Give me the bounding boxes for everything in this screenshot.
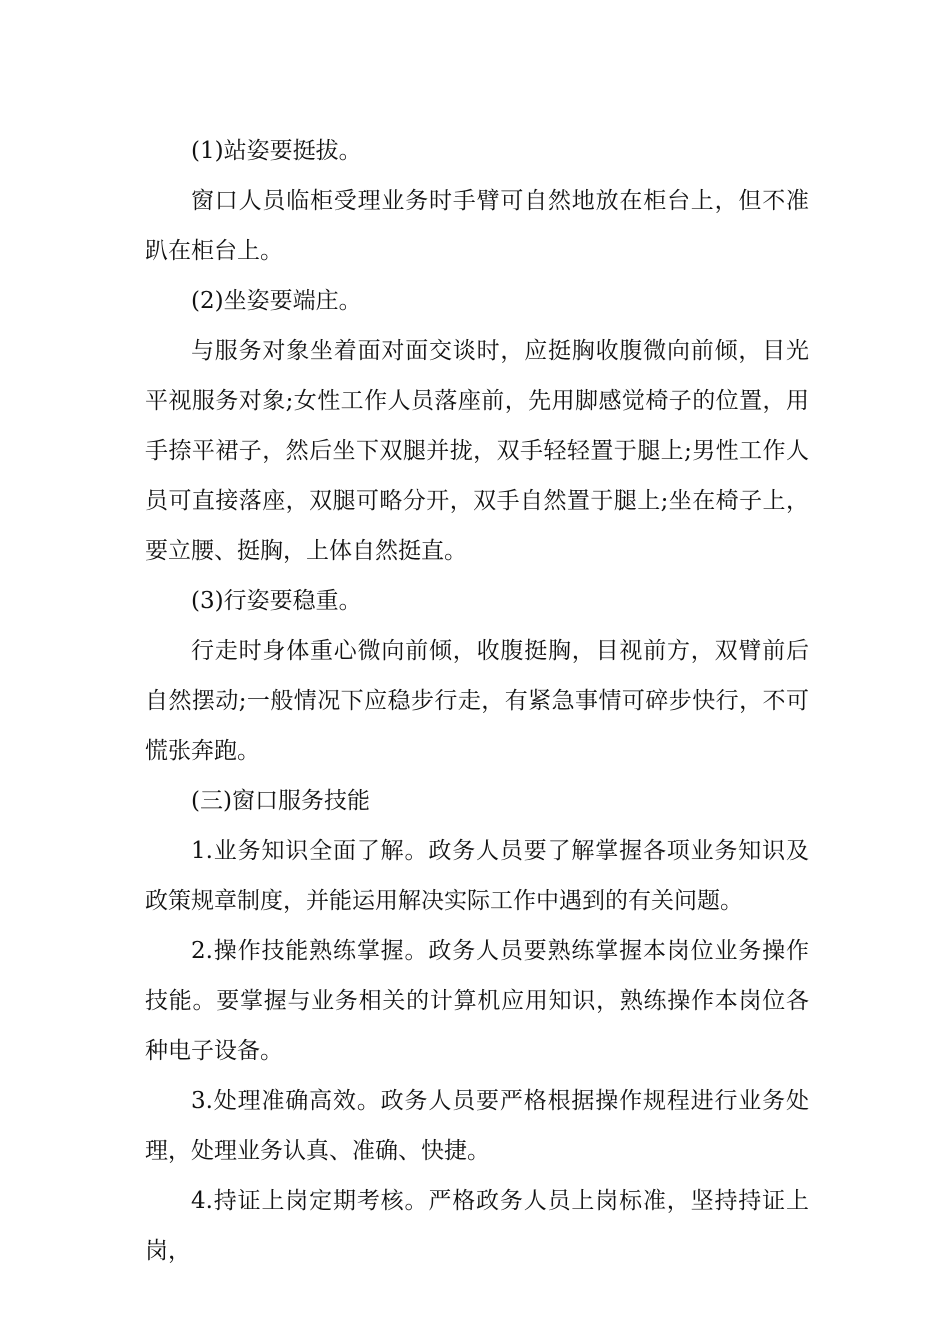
subsection-heading-standing: (1)站姿要挺拔。 (191, 138, 362, 164)
subsection-heading-walking: (3)行姿要稳重。 (191, 588, 362, 614)
paragraph-item-4: 4.持证上岗定期考核。严格政务人员上岗标准，坚持持证上岗， (145, 1188, 809, 1264)
document-body (145, 126, 809, 1276)
paragraph-walking: 行走时身体重心微向前倾，收腹挺胸，目视前方，双臂前后自然摆动;一般情况下应稳步行走，有紧急事情可碎步快行，不可慌张奔跑。 (145, 638, 809, 764)
paragraph-item-2: 2.操作技能熟练掌握。政务人员要熟练掌握本岗位业务操作技能。要掌握与业务相关的计算机应用知识，熟练操作本岗位各种电子设备。 (145, 938, 809, 1064)
paragraph-standing: 窗口人员临柜受理业务时手臂可自然地放在柜台上，但不准趴在柜台上。 (145, 188, 809, 264)
paragraph-item-1: 1.业务知识全面了解。政务人员要了解掌握各项业务知识及政策规章制度，并能运用解决实际工作中遇到的有关问题。 (145, 838, 809, 914)
paragraph-sitting: 与服务对象坐着面对面交谈时，应挺胸收腹微向前倾，目光平视服务对象;女性工作人员落座前，先用脚感觉椅子的位置，用手捺平裙子，然后坐下双腿并拢，双手轻轻置于腿上;男性工作人员可直接落座，双腿可略分开，双手自然置于腿上;坐在椅子上，要立腰、挺胸，上体自然挺直。 (145, 338, 809, 564)
subsection-heading-sitting: (2)坐姿要端庄。 (191, 288, 362, 314)
paragraph-item-3: 3.处理准确高效。政务人员要严格根据操作规程进行业务处理，处理业务认真、准确、快捷。 (145, 1088, 809, 1164)
section-heading-service-skills: (三)窗口服务技能 (191, 788, 370, 814)
